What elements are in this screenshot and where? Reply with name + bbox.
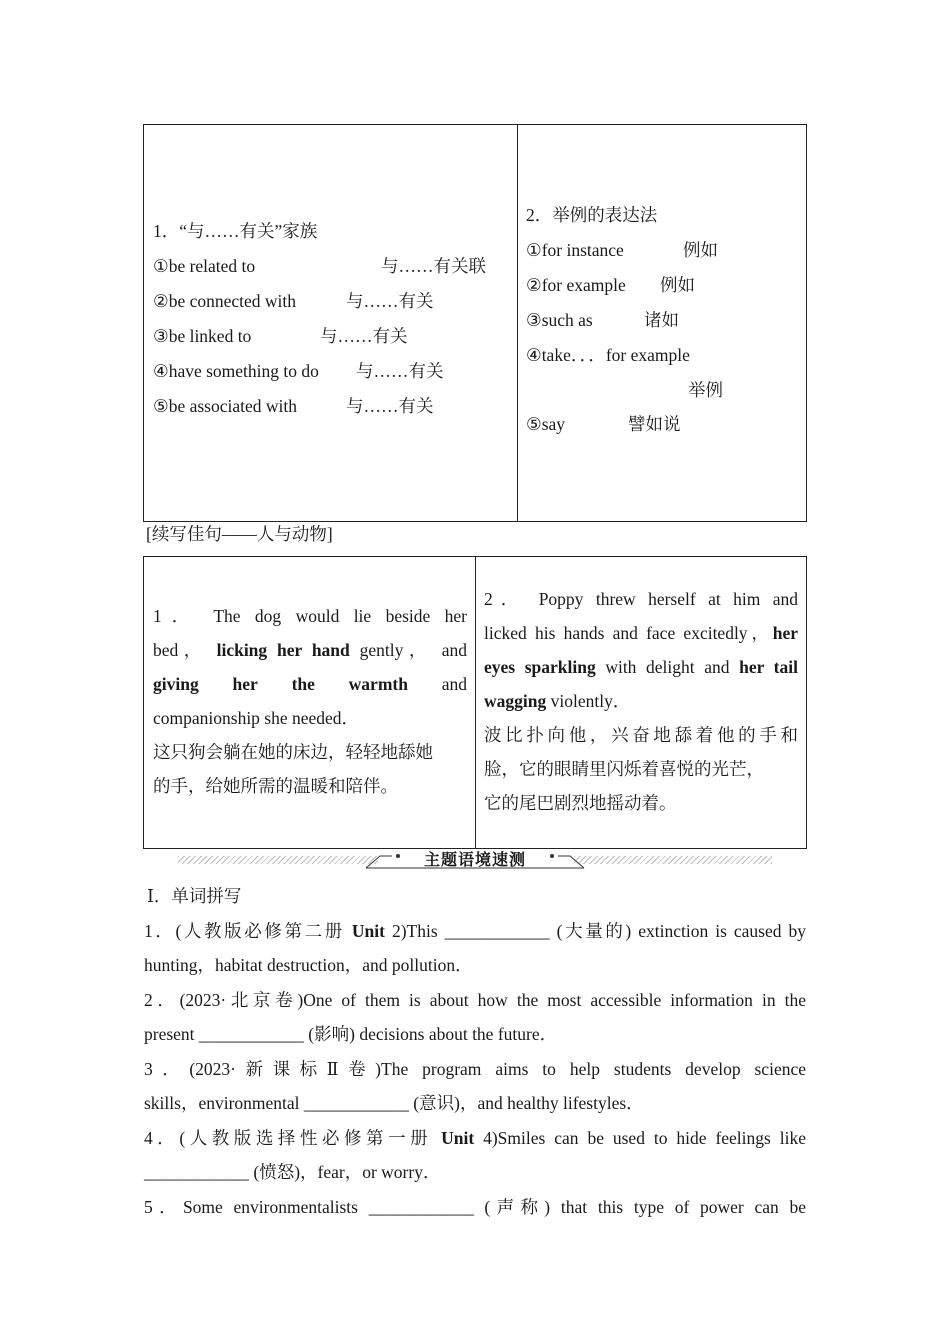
question-line: ____________ (愤怒)，fear，or worry．	[144, 1162, 441, 1182]
question-line: 1．(人教版必修第二册 Unit 2)This ____________ (大量的) extinction is caused by	[144, 920, 807, 941]
sentence-1-cell	[153, 557, 467, 848]
list-item: ①for instance 例如	[526, 240, 718, 260]
list-item: ④have something to do 与……有关	[153, 361, 444, 381]
question-line: 4．(人教版选择性必修第一册 Unit 4)Smiles can be used to hide feelings like	[144, 1127, 807, 1148]
part-title: Ⅰ．单词拼写	[147, 886, 242, 906]
sentence-line: eyes sparkling with delight and her tail	[484, 657, 798, 677]
exercise-section	[144, 879, 806, 1224]
question-line: 3．(2023·新课标Ⅱ卷)The program aims to help students develop science	[144, 1058, 806, 1079]
sentence-line: 2． Poppy threw herself at him and	[484, 589, 799, 609]
related-family-cell	[144, 125, 517, 521]
question-line: present ____________ (影响) decisions about the future．	[144, 1024, 558, 1044]
question-line: skills，environmental ____________ (意识)，and healthy lifestyles．	[144, 1093, 644, 1113]
sentence-line: licked his hands and face excitedly，her	[484, 623, 798, 643]
list-item: ②for example 例如	[526, 275, 695, 295]
list-item: ⑤be associated with 与……有关	[153, 396, 434, 416]
section-label: [续写佳句——人与动物]	[146, 524, 333, 544]
question-line: hunting，habitat destruction，and pollution．	[144, 955, 473, 975]
list-item: ①be related to 与……有关联	[153, 256, 486, 276]
examples-heading: 2．举例的表达法	[526, 205, 658, 225]
sentence-line: wagging violently．	[484, 691, 631, 711]
list-item: ④take．．．for example	[526, 345, 690, 365]
translation-line: 这只狗会躺在她的床边，轻轻地舔她	[153, 742, 433, 762]
sentence-line: 1． The dog would lie beside her	[153, 606, 467, 626]
expressions-table	[143, 124, 807, 522]
translation-line: 它的尾巴剧烈地摇动着。	[484, 793, 677, 813]
list-item: ②be connected with 与……有关	[153, 291, 434, 311]
translation-line: 脸，它的眼睛里闪烁着喜悦的光芒，	[484, 759, 764, 779]
section-banner	[178, 846, 772, 872]
table-divider	[475, 557, 476, 848]
sentence-line: bed， licking her hand gently， and	[153, 640, 467, 660]
list-item: ⑤say 譬如说	[526, 414, 681, 434]
sentence-line: giving her the warmth and	[153, 674, 468, 694]
banner-title: 主题语境速测	[423, 850, 526, 869]
list-item: ③be linked to 与……有关	[153, 326, 408, 346]
translation-line: 波比扑向他，兴奋地舔着他的手和	[484, 725, 798, 745]
question-line: 2．(2023·北京卷)One of them is about how the most accessible information in the	[144, 989, 806, 1010]
question-line: 5．Some environmentalists ____________ (声称) that this type of power can be	[144, 1196, 806, 1217]
list-item: ③such as 诸如	[526, 310, 679, 330]
list-item-continuation: 举例	[688, 380, 723, 400]
translation-line: 的手，给她所需的温暖和陪伴。	[153, 776, 398, 796]
sentence-line: companionship she needed．	[153, 708, 360, 728]
examples-cell	[518, 125, 806, 521]
sentence-2-cell	[484, 557, 798, 848]
sentences-table	[143, 556, 807, 849]
related-family-heading: 1．“与……有关”家族	[153, 221, 318, 241]
